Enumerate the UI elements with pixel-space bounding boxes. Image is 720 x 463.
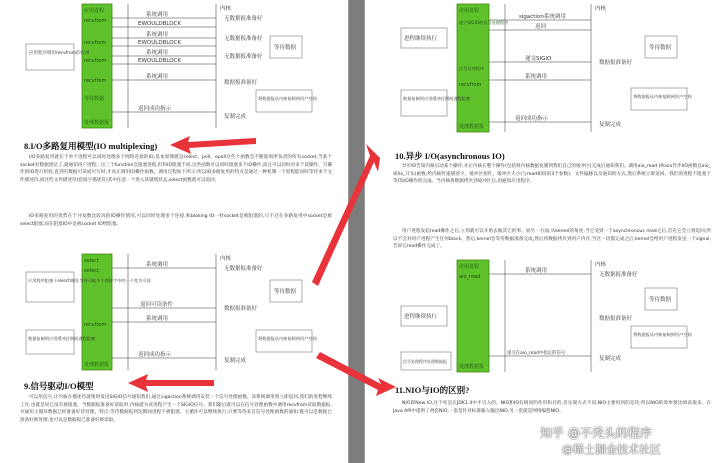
- no-data-label: 无数据报准备好: [224, 54, 263, 60]
- ready-label: 数据报准备好: [599, 60, 633, 66]
- paragraph: 可以用信号,让内核在描述符就绪时发送SIGIO信号通知我们,通过sigaction系统调用安装一个信号处理函数。该系统调用将立即返回,我们的进程继续工作,也就是说它没有被阻塞。当数据报准备好读取时,内核就为该进程产生一个SIGIO信号。我们随后既可以在信号处理函数中调用recvfrom读取数据报,并通知主循环数据已经准备好待处理。特点:等待数据报到达期间进程不被阻塞。主循环可以继续执行,只要等待来自信号处理函数的通知:既可以是数据已准备好被处理,也可以是数据报已准备好被读取。: [20, 395, 332, 423]
- green-row: recvfrom: [84, 18, 107, 24]
- red-arrow-icon: [128, 368, 214, 398]
- kernel-label: 内核: [220, 256, 232, 262]
- wait-data-label: 等待数据: [649, 297, 672, 303]
- wait-data-label: 等待数据: [274, 289, 297, 295]
- green-row: 处理数据报: [84, 362, 110, 368]
- copy-label: 将数据报从内核复制到用户空间: [258, 96, 317, 101]
- app-label: 应用程序调用recvfrom的应用: [29, 51, 90, 56]
- ewouldblock-label: EWOULDBLOCK: [138, 58, 181, 64]
- return-ok-label: 返回成功指示: [138, 352, 172, 358]
- red-arrow-icon: [170, 128, 256, 158]
- green-row: recvfrom: [84, 40, 107, 46]
- async-io-diagram: [395, 256, 715, 376]
- section-heading: 9.信号驱动I/O模型: [24, 381, 94, 391]
- green-row: recvfrom: [84, 322, 107, 328]
- deliver-label: 递交在aio_read中指定的信号: [507, 351, 566, 356]
- kernel-label: 内核: [220, 6, 232, 12]
- copy-done-label: 复制完成: [224, 114, 247, 120]
- wait-data-label: 等待数据: [274, 45, 297, 51]
- green-label: 应用进程: [459, 8, 480, 14]
- watermark: 知乎 @不秃头的程序: [540, 426, 652, 440]
- no-data-label: 无数据报准备好: [224, 36, 263, 42]
- green-row: 处理数据报: [459, 364, 485, 370]
- paragraph: IO多路复用的优势在于并发数比较高的IO操作情况,可以同时处理多个连接,和bloking IO一样socket是被阻塞的,只不过在多路复用中socket是被select阻塞,而在阻塞IO中是被socket IO给阻塞。: [20, 214, 332, 227]
- green-row: select: [84, 268, 99, 274]
- ewouldblock-label: EWOULDBLOCK: [138, 21, 181, 27]
- kernel-label: 内核: [595, 262, 607, 268]
- green-row: 信号处理程序: [459, 66, 485, 71]
- copy-done-label: 复制完成: [599, 356, 622, 362]
- syscall-label: 系统调用: [146, 316, 169, 322]
- ready-label: 数据报准备好: [224, 80, 258, 86]
- syscall-label: 系统调用: [525, 74, 548, 80]
- section-heading: 10.异步 I/O(asynchronous IO): [395, 151, 505, 161]
- green-row: 建立SIGIO的信号处理程序: [459, 20, 509, 25]
- syscall-label: 系统调用: [146, 74, 169, 80]
- copy-done-label: 复制完成: [224, 358, 247, 364]
- no-data-label: 无数据报准备好: [599, 272, 638, 278]
- section-heading: 8.I/O多路复用模型(IO multiplexing): [24, 141, 158, 151]
- green-row: 等待数据: [84, 96, 105, 102]
- app-block-label: 应用程序阻塞于select调用,等待可能多个套接字中的一个变为可读: [28, 278, 151, 283]
- app-label: 进程继续执行: [404, 314, 438, 320]
- kernel-label: 内核: [595, 6, 607, 12]
- proc-continue-label: 进程继续执行: [404, 36, 438, 42]
- copy-label: 将数据报从内核复制到用户空间: [633, 94, 692, 99]
- copy-done-label: 复制完成: [599, 122, 622, 128]
- green-process-label: 应用进程: [84, 8, 105, 14]
- red-arrow-icon: [312, 138, 380, 288]
- green-row: recvfrom: [84, 78, 107, 84]
- signal-driven-io-diagram: [395, 0, 715, 140]
- green-row: aio_read: [459, 274, 481, 280]
- no-data-label: 无数据报准备好: [224, 266, 263, 272]
- paragraph: 用户进程发起read操作之后,立刻就可以开始去做其它的事。而另一方面,从kernel的角度,当它受到一个asynchronous read之后,首先它会立刻返回,所以不会对用户进程产生任何block。然后,kernel会等待数据准备完成,然后将数据拷贝到用户内存,当这一切都完成之后,kernel会给用户进程发送一个signal,告诉它read操作完成了。: [393, 229, 711, 250]
- syscall-label: 系统调用: [525, 268, 548, 274]
- paragraph: I/O多路复用就在于单个进程可以同时处理多个网络连接的IO,基本原理就是select、poll、epoll这些个函数会不断轮询所负责的所有socket,当某个socket有数据到达了,就通知用户进程。这三个function会阻塞进程,但和IO阻塞不同,这些函数可以同时阻塞多个IO操作,而且可以同时对多个读操作、写操作的IO进行检验,直到有数据可读或可写时,才真正调用IO操作函数。调用过程如下所示:所以IO多路复用的特点是通过一种机制一个进程能同时等待多个文件描述符,而这些文件描述符(套接字描述符)其中任意一个进入读就绪状态,select函数就可以返回。: [20, 155, 332, 183]
- sigaction-label: sigaction系统调用: [519, 14, 566, 20]
- ready-label: 数据报准备好: [224, 306, 258, 312]
- paragraph: 异步IO告知内核启动某个操作,并让内核在整个操作(包括将内核数据复制到我们自己的缓冲区)完成后通知我们。调用aio_read (Posix异步I/O函数以aio_或lio_开头)函数,给内核传递描述字、缓冲区指针、缓冲区大小(与read相同的3个参数)、文件偏移以及通知的方式,然后系统立即返回。我们的进程不阻塞于等待I/O操作的完成。当内核将数据拷贝到缓冲区后,再通知应用程序。: [393, 164, 711, 185]
- app-block-label: 数据复制到应用缓冲区期间进程阻塞: [28, 336, 96, 341]
- no-data-label: 无数据报准备好: [224, 16, 263, 22]
- green-row: 处理数据报: [84, 120, 110, 126]
- handler-label: 信号处理程序处理数据报: [403, 359, 447, 364]
- wait-data-label: 等待数据: [649, 45, 672, 51]
- green-row: recvfrom: [84, 58, 107, 64]
- paragraph: NIO即New IO,这个库是在JDK1.4中才引入的。NIO和IO有相同的作用和目的,但实现方式不同,NIO主要用到的是块,所以NIO的效率要比IO高很多。在Java API中提供了两套NIO,一套是针对标准输入输出NIO,另一套就是网络编程NIO。: [393, 401, 711, 414]
- io-multiplexing-diagram: [20, 250, 340, 374]
- syscall-label: 系统调用: [146, 50, 169, 56]
- copy-label: 将数据报从内核复制到用户空间: [258, 336, 317, 341]
- proc-block-label: 数据复制到应用缓冲区期间进程阻塞: [403, 96, 471, 101]
- ready-label: 数据报准备好: [599, 316, 633, 322]
- syscall-label: 系统调用: [146, 12, 169, 18]
- green-row: recvfrom: [459, 82, 482, 88]
- red-arrow-icon: [316, 350, 396, 430]
- return-label: 返回: [535, 24, 547, 30]
- return-ok-label: 返回成功指示: [138, 106, 172, 112]
- green-row: 处理数据报: [459, 124, 485, 130]
- syscall-label: 系统调用: [146, 262, 169, 268]
- syscall-label: 系统调用: [146, 32, 169, 38]
- ewouldblock-label: EWOULDBLOCK: [138, 40, 181, 46]
- green-label: 应用进程: [459, 264, 480, 270]
- watermark: @稀土掘金技术社区: [562, 443, 661, 456]
- section-heading: 11.NIO与IO的区别?: [395, 385, 470, 395]
- return-ok-label: 返回成功指示: [515, 116, 549, 122]
- right-page: [364, 0, 720, 463]
- readable-label: 返回可读条件: [140, 302, 174, 308]
- green-label: select: [84, 258, 99, 264]
- nonblocking-io-diagram: [20, 0, 340, 132]
- deliver-label: 递交SIGIO: [525, 56, 552, 62]
- copy-label: 将数据报从内核复制到用户空间: [633, 332, 692, 337]
